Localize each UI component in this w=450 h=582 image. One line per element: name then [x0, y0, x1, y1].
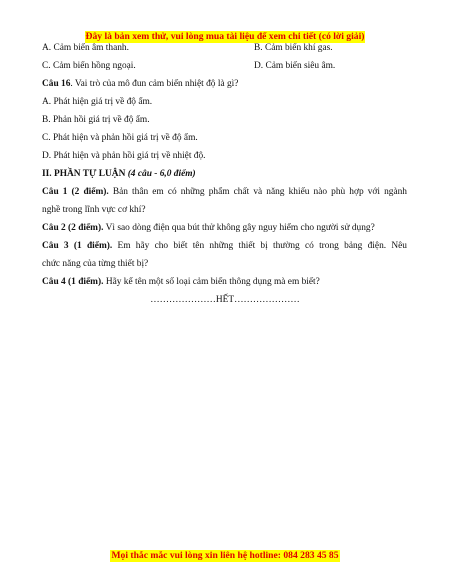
essay-q1-text1: Bản thân em có những phẩm chất và năng khiếu nào phù hợp với ngành: [112, 187, 407, 197]
essay-question-1: [42, 186, 407, 198]
essay-q3-line1: [42, 240, 407, 252]
q16-option-a: A. Phát hiện giá trị về độ ẩm.: [42, 97, 153, 107]
essay-question-4: [42, 276, 320, 288]
footer-hotline: Mọi thắc mắc vui lòng xin liên hệ hotline: 084 283 45 85: [111, 550, 339, 561]
question-16: [42, 78, 238, 90]
essay-q4-label: Câu 4 (1 điểm).: [42, 277, 104, 287]
essay-q1-line1: [42, 186, 407, 198]
end-mark: …………………HẾT…………………: [150, 295, 300, 305]
essay-q3-line2: chức năng của từng thiết bị?: [42, 259, 149, 269]
essay-q2-label: Câu 2 (2 điểm).: [42, 223, 104, 233]
section-2-subtitle: (4 câu - 6,0 điểm): [127, 169, 196, 179]
top-banner: Đây là bản xem thử, vui lòng mua tài liệu để xem chi tiết (có lời giải): [85, 31, 365, 42]
essay-q3-label: Câu 3 (1 điểm).: [42, 241, 113, 251]
q16-option-d: D. Phát hiện và phản hồi giá trị về nhiệt độ.: [42, 151, 206, 161]
essay-question-2: [42, 222, 375, 234]
essay-q2-text: Vì sao dòng điện qua bút thử không gây nguy hiểm cho người sử dụng?: [105, 223, 375, 233]
question-16-text: . Vai trò của mô đun cảm biến nhiệt độ là gì?: [70, 79, 239, 89]
option-d-prev: D. Cảm biến siêu âm.: [254, 61, 336, 71]
q16-option-c: C. Phát hiện và phản hồi giá trị về độ ẩm.: [42, 133, 198, 143]
essay-q1-line2: nghề trong lĩnh vực cơ khí?: [42, 205, 146, 215]
option-c-prev: C. Cảm biến hồng ngoại.: [42, 61, 136, 71]
option-a-prev: A. Cảm biến âm thanh.: [42, 43, 129, 53]
question-16-label: Câu 16: [42, 79, 71, 89]
section-2-title: II. PHẦN TỰ LUẬN: [42, 169, 128, 179]
essay-q1-label: Câu 1 (2 điểm).: [42, 187, 109, 197]
essay-question-3: [42, 240, 407, 252]
q16-option-b: B. Phản hồi giá trị về độ ẩm.: [42, 115, 150, 125]
essay-q4-text: Hãy kể tên một số loại cảm biến thông dụng mà em biết?: [105, 277, 320, 287]
footer-banner-wrap: [0, 545, 450, 563]
section-2-heading: [42, 168, 196, 180]
essay-q3-text1: Em hãy cho biết tên những thiết bị thường có trong bảng điện. Nêu: [117, 241, 407, 251]
option-b-prev: B. Cảm biến khí gas.: [254, 43, 333, 53]
